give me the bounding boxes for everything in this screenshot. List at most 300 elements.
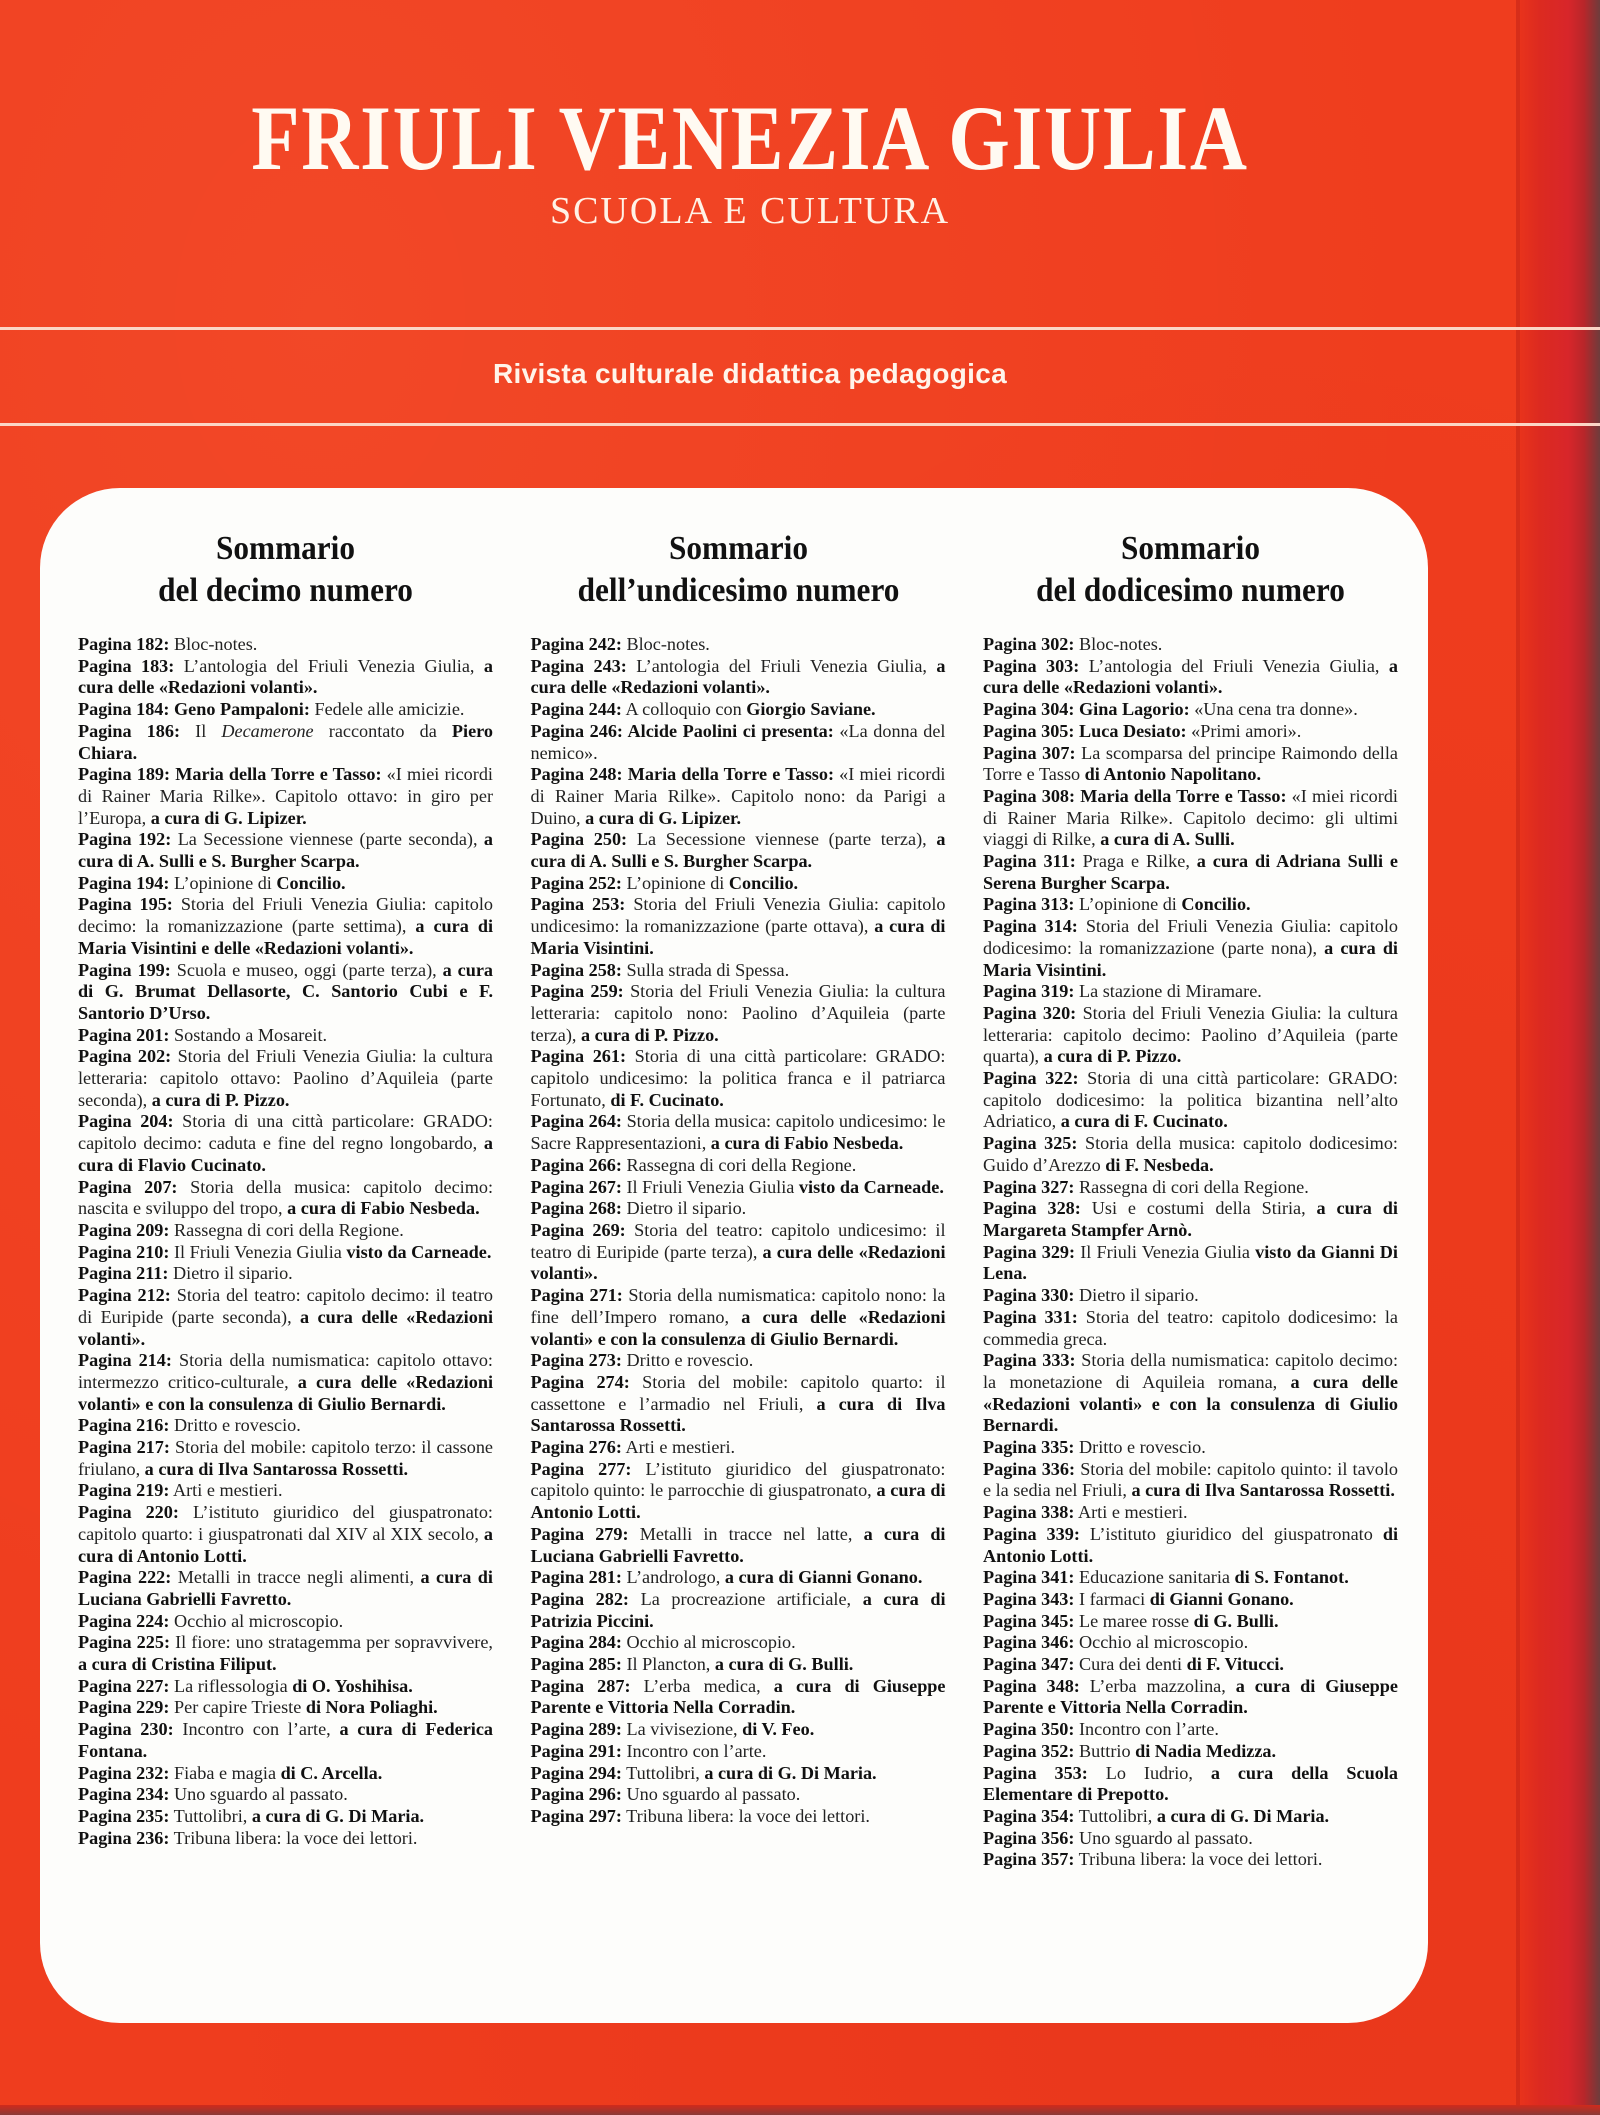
contents-entry [983, 851, 1398, 894]
entry-title-text: Storia della musica: capitolo undicesimo: le Sacre Rappresentazioni, [530, 1111, 946, 1154]
contents-entry [531, 1177, 946, 1199]
entry-author: a cura di Federica Fontana. [78, 1719, 493, 1761]
entry-title-text: Occhio al microscopio. [621, 1632, 796, 1653]
contents-entry [531, 1285, 946, 1350]
entry-title-text: Incontro con l’arte. [621, 1740, 767, 1761]
entry-author: Concilio. [1181, 894, 1251, 915]
entry-author: Maria della Torre e Tasso: [170, 764, 382, 785]
entry-author: di F. Nesbeda. [1105, 1154, 1214, 1175]
column-heading-line2: dell’undicesimo numero [577, 572, 899, 609]
contents-entry [78, 829, 493, 872]
page-number: Pagina 285: [530, 1654, 622, 1675]
contents-entry [983, 699, 1398, 721]
entry-title-text: Lo Iudrio, [1087, 1762, 1211, 1783]
entry-title-text: «I miei ricordi di Rainer Maria Rilke». Capitolo ottavo: in giro per l’Europa, [78, 764, 493, 828]
contents-entry [983, 1003, 1398, 1068]
page-number: Pagina 234: [78, 1784, 170, 1805]
contents-entry [531, 721, 946, 764]
entry-author: Geno Pampaloni: [169, 699, 310, 720]
page-number: Pagina 194: [78, 872, 170, 893]
column-heading-line2: del decimo numero [158, 572, 413, 609]
entry-title-text: «Una cena tra donne». [1189, 699, 1358, 720]
entry-author: a cura delle «Redazioni volanti» e con la consulenza di Giulio Bernardi. [78, 1371, 493, 1414]
page-number: Pagina 232: [78, 1762, 170, 1783]
entry-author: a cura di Fabio Nesbeda. [710, 1133, 904, 1154]
masthead-title: FRIULI VENEZIA GIULIA [251, 87, 1249, 189]
entry-title-text: Il Plancton, [621, 1654, 715, 1675]
entry-author: a cura di G. Di Maria. [251, 1805, 425, 1826]
page-number: Pagina 357: [983, 1849, 1075, 1870]
entry-title-text: Storia del Friuli Venezia Giulia: capitolo undicesimo: la romanizzazione (parte ottava), [530, 894, 946, 937]
contents-entry [983, 1589, 1398, 1611]
page-number: Pagina 211: [78, 1263, 169, 1284]
page-number: Pagina 354: [983, 1805, 1075, 1826]
entry-title-text: Praga e Rilke, [1075, 851, 1197, 872]
page-number: Pagina 297: [530, 1805, 622, 1826]
column-heading-line2: del dodicesimo numero [1036, 572, 1345, 609]
entry-author: Maria della Torre e Tasso: [1075, 785, 1287, 806]
contents-entry [983, 1459, 1398, 1502]
entry-title-text: Il Friuli Venezia Giulia [1075, 1241, 1256, 1262]
contents-entry [983, 1307, 1398, 1350]
entry-title-text: Storia del Friuli Venezia Giulia: la cultura letteraria: capitolo nono: Paolino d’Aquileia (parte terza), [530, 981, 946, 1045]
entry-author: a cura di Fabio Nesbeda. [287, 1198, 480, 1219]
entry-title-text: Fedele alle amicizie. [309, 699, 465, 720]
entry-author: di F. Vitucci. [1186, 1654, 1284, 1675]
contents-entry [531, 1198, 946, 1220]
contents-entry [531, 1155, 946, 1177]
contents-entry [78, 1285, 493, 1350]
entry-title-text: Tribuna libera: la voce dei lettori. [621, 1805, 870, 1826]
divider-rule-bottom [0, 423, 1600, 426]
page-number: Pagina 289: [530, 1719, 622, 1740]
contents-entry [78, 960, 493, 1025]
entry-title-text: Il [180, 720, 222, 741]
page-number: Pagina 273: [530, 1350, 622, 1371]
contents-entry [78, 1111, 493, 1176]
page-number: Pagina 320: [983, 1002, 1077, 1023]
page-number: Pagina 225: [78, 1632, 170, 1653]
entry-title-text: L’istituto giuridico del giuspatronato: capitolo quarto: i giuspatronati dal XIV al XIX secolo, [78, 1502, 493, 1544]
page-number: Pagina 338: [983, 1502, 1075, 1523]
entry-author: a cura di F. Cucinato. [1060, 1111, 1228, 1132]
entry-title-text: Tuttolibri, [621, 1762, 705, 1783]
page-number: Pagina 243: [530, 655, 627, 676]
contents-entry [983, 1285, 1398, 1307]
contents-entry [531, 1763, 946, 1785]
contents-entry [531, 1567, 946, 1589]
entry-title-text: Arti e mestieri. [169, 1480, 283, 1501]
page-number: Pagina 329: [983, 1241, 1076, 1262]
entry-title-text: Occhio al microscopio. [1074, 1632, 1249, 1653]
entry-title-text: Storia della numismatica: capitolo decimo: la monetazione di Aquileia romana, [983, 1350, 1398, 1392]
page-number: Pagina 189: [78, 764, 171, 785]
entry-title-text: Rassegna di cori della Regione. [169, 1219, 404, 1240]
contents-entry [78, 1480, 493, 1502]
contents-entry [531, 699, 946, 721]
entry-author: a cura di G. Brumat Dellasorte, C. Santorio Cubi e F. Santorio D’Urso. [78, 959, 493, 1023]
entry-title-text: Bloc-notes. [169, 634, 258, 654]
entry-title-text: Storia del Friuli Venezia Giulia: capitolo dodicesimo: la romanizzazione (parte nona), [983, 916, 1398, 958]
page-number: Pagina 216: [78, 1415, 170, 1436]
contents-entry [983, 916, 1398, 981]
contents-entry [531, 873, 946, 895]
contents-entry [78, 1828, 493, 1850]
contents-entry [78, 1046, 493, 1111]
page-number: Pagina 333: [983, 1350, 1076, 1371]
entry-author: di O. Yoshihisa. [292, 1675, 413, 1696]
contents-entry [531, 1111, 946, 1154]
entry-title-text: L’opinione di [1074, 894, 1182, 915]
entry-author: a cura di Gianni Gonano. [724, 1567, 923, 1588]
entry-title-text: Le maree rosse [1074, 1610, 1194, 1631]
entry-author: di Antonio Napolitano. [1084, 764, 1262, 785]
entry-title-text: La vivisezione, [621, 1719, 743, 1740]
entry-title-text: Metalli in tracce negli alimenti, [171, 1567, 421, 1588]
page-number: Pagina 341: [983, 1567, 1075, 1588]
contents-entry [531, 1046, 946, 1111]
entry-title-text: L’erba mazzolina, [1079, 1675, 1236, 1696]
contents-entry [78, 1697, 493, 1719]
page-number: Pagina 235: [78, 1805, 170, 1826]
entry-title-text: Il Friuli Venezia Giulia [169, 1241, 347, 1262]
page-number: Pagina 281: [530, 1567, 622, 1588]
page-number: Pagina 253: [530, 894, 626, 915]
entry-author: a cura di Margareta Stampfer Arnò. [983, 1198, 1398, 1240]
contents-entry [983, 1567, 1398, 1589]
contents-entry [78, 1415, 493, 1437]
entry-title-text: Storia di una città particolare: GRADO: capitolo undicesimo: la politica franca e il patriarca Fortunato, [530, 1046, 946, 1110]
page-number: Pagina 227: [78, 1675, 170, 1696]
entry-title-text: L’erba medica, [630, 1675, 774, 1696]
contents-entry [983, 894, 1398, 916]
divider-rule-top [0, 327, 1600, 330]
page-number: Pagina 294: [530, 1762, 622, 1783]
contents-entry [531, 981, 946, 1046]
page-number: Pagina 222: [78, 1567, 172, 1588]
contents-entry [78, 1263, 493, 1285]
entry-title-text: Dritto e rovescio. [1074, 1437, 1206, 1458]
page-number: Pagina 212: [78, 1285, 171, 1306]
entry-title-text: Storia del Friuli Venezia Giulia: la cultura letteraria: capitolo decimo: Paolino d’Aquileia (parte quarta), [983, 1002, 1398, 1067]
contents-entry [531, 1220, 946, 1285]
page-number: Pagina 252: [530, 872, 622, 893]
contents-entry [531, 634, 946, 656]
entry-author: a cura della Scuola Elementare di Prepotto. [983, 1762, 1398, 1805]
page-number: Pagina 303: [983, 655, 1080, 676]
entry-title-text: Il Friuli Venezia Giulia [621, 1176, 799, 1197]
entry-title-text: Storia del mobile: capitolo quarto: il cassettone e l’armadio nel Friuli, [530, 1371, 946, 1414]
entry-title-text: La Secessione viennese (parte seconda), [171, 829, 484, 850]
contents-entry [78, 1025, 493, 1047]
entry-author: a cura di Maria Visintini. [530, 916, 946, 958]
page-number: Pagina 229: [78, 1697, 170, 1718]
page-number: Pagina 264: [530, 1111, 622, 1132]
page-number: Pagina 274: [530, 1371, 630, 1392]
page-number: Pagina 244: [530, 699, 622, 720]
page-number: Pagina 279: [530, 1523, 629, 1544]
page-number: Pagina 182: [78, 634, 170, 654]
contents-entry [531, 1589, 946, 1632]
entry-author: a cura di Giuseppe Parente e Vittoria Nella Corradin. [983, 1675, 1398, 1718]
page-number: Pagina 250: [530, 829, 628, 850]
entry-author: a cura di P. Pizzo. [151, 1089, 290, 1110]
contents-entry [78, 721, 493, 764]
entry-title-text: L’antologia del Friuli Venezia Giulia, [174, 655, 484, 676]
column-heading [1000, 528, 1382, 612]
contents-entry [78, 1632, 493, 1675]
page-number: Pagina 322: [983, 1068, 1079, 1089]
entry-title-text: «I miei ricordi di Rainer Maria Rilke». Capitolo nono: da Parigi a Duino, [530, 764, 946, 828]
entry-title-text: Storia del teatro: capitolo undicesimo: il teatro di Euripide (parte terza), [530, 1219, 946, 1262]
page-number: Pagina 224: [78, 1610, 170, 1631]
contents-entry [531, 1654, 946, 1676]
entry-title-text: Rassegna di cori della Regione. [621, 1154, 857, 1175]
entry-author: di C. Arcella. [280, 1762, 383, 1783]
contents-entry [983, 721, 1398, 743]
entry-author: a cura di Ilva Santarossa Rossetti. [1131, 1480, 1395, 1501]
page-number: Pagina 352: [983, 1740, 1075, 1761]
entry-list [78, 634, 493, 1849]
masthead-subtitle: SCUOLA E CULTURA [549, 190, 951, 232]
entry-author: a cura di G. Bulli. [714, 1654, 854, 1675]
page-number: Pagina 346: [983, 1632, 1075, 1653]
entry-title-text: Storia della musica: capitolo dodicesimo: Guido d’Arezzo [983, 1133, 1398, 1175]
entry-title-text: Storia del mobile: capitolo quinto: il tavolo e la sedia nel Friuli, [983, 1458, 1398, 1501]
page-number: Pagina 261: [530, 1046, 627, 1067]
column-heading-line1: Sommario [1120, 530, 1261, 567]
entry-author: Luca Desiato: [1074, 720, 1187, 741]
page-number: Pagina 311: [983, 851, 1076, 872]
entry-title-text: La riflessologia [169, 1675, 293, 1696]
entry-author: a cura di Patrizia Piccini. [530, 1588, 946, 1631]
entry-title-text: L’antologia del Friuli Venezia Giulia, [1079, 655, 1389, 676]
contents-entry [531, 1806, 946, 1828]
contents-entry [983, 1068, 1398, 1133]
contents-entry [983, 1198, 1398, 1241]
entry-author: di Nora Poliaghi. [305, 1697, 438, 1718]
contents-entry [531, 1676, 946, 1719]
entry-author: di F. Cucinato. [610, 1089, 724, 1110]
contents-entry [78, 1177, 493, 1220]
page-number: Pagina 277: [530, 1458, 632, 1479]
entry-title-text: Storia della numismatica: capitolo ottavo: intermezzo critico-culturale, [78, 1350, 493, 1392]
contents-columns [78, 528, 1398, 1871]
entry-title-text: I farmaci [1074, 1588, 1150, 1609]
entry-title-text: L’istituto giuridico del giuspatronato [1079, 1523, 1383, 1544]
contents-entry [531, 1350, 946, 1372]
entry-title-text: La procreazione artificiale, [629, 1588, 863, 1609]
entry-title-text: Incontro con l’arte, [173, 1719, 340, 1740]
entry-author: a cura di A. Sulli. [1100, 829, 1235, 850]
page-number: Pagina 195: [78, 894, 173, 915]
page-number: Pagina 242: [530, 634, 622, 654]
entry-list [983, 634, 1398, 1871]
page-number: Pagina 271: [530, 1285, 623, 1306]
contents-entry [531, 829, 946, 872]
contents-entry [983, 1741, 1398, 1763]
page-number: Pagina 302: [983, 634, 1075, 654]
contents-entry [983, 1437, 1398, 1459]
contents-entry [983, 786, 1398, 851]
contents-entry [531, 656, 946, 699]
page-number: Pagina 267: [530, 1176, 622, 1197]
entry-author: di V. Feo. [742, 1719, 815, 1740]
entry-author: a cura di Cristina Filiput. [78, 1654, 277, 1675]
page-number: Pagina 353: [983, 1762, 1088, 1783]
page-number: Pagina 284: [530, 1632, 622, 1653]
contents-column-issue-12 [983, 528, 1398, 1871]
entry-title-text: Tribuna libera: la voce dei lettori. [169, 1827, 418, 1848]
page-number: Pagina 336: [983, 1458, 1076, 1479]
contents-entry [983, 1806, 1398, 1828]
page-number: Pagina 214: [78, 1350, 172, 1371]
entry-author: di Antonio Lotti. [983, 1523, 1398, 1566]
page-number: Pagina 266: [530, 1154, 622, 1175]
page-number: Pagina 230: [78, 1719, 174, 1740]
page-number: Pagina 328: [983, 1198, 1081, 1219]
page-number: Pagina 356: [983, 1827, 1075, 1848]
contents-entry [983, 1611, 1398, 1633]
page-number: Pagina 199: [78, 959, 171, 980]
entry-title-text: A colloquio con [621, 699, 747, 720]
entry-title-text: L’antologia del Friuli Venezia Giulia, [626, 655, 937, 676]
page-number: Pagina 327: [983, 1176, 1075, 1197]
entry-author: Piero Chiara. [78, 720, 493, 763]
entry-title-text: Uno sguardo al passato. [1074, 1827, 1253, 1848]
entry-title-text: L’andrologo, [621, 1567, 725, 1588]
entry-title-text: Storia della musica: capitolo decimo: nascita e sviluppo del tropo, [78, 1176, 493, 1219]
page-number: Pagina 330: [983, 1285, 1075, 1306]
entry-title-text: Bloc-notes. [1074, 634, 1163, 654]
book-spine [1520, 0, 1600, 2115]
entry-author: Gina Lagorio: [1074, 699, 1190, 720]
contents-entry [78, 1502, 493, 1567]
entry-title-text: Sostando a Mosareit. [169, 1024, 328, 1045]
contents-entry [531, 1632, 946, 1654]
contents-entry [983, 1719, 1398, 1741]
entry-author: a cura delle «Redazioni volanti» e con la consulenza di Giulio Bernardi. [530, 1306, 946, 1349]
page-number: Pagina 202: [78, 1046, 172, 1067]
page-number: Pagina 345: [983, 1610, 1075, 1631]
entry-author: a cura di Luciana Gabrielli Favretto. [78, 1567, 493, 1609]
page-number: Pagina 236: [78, 1827, 170, 1848]
contents-entry [983, 1524, 1398, 1567]
entry-author: a cura di A. Sulli e S. Burgher Scarpa. [78, 829, 493, 872]
contents-entry [78, 1242, 493, 1264]
entry-title-text: Sulla strada di Spessa. [621, 959, 790, 980]
entry-title-text: Dietro il sipario. [168, 1263, 293, 1284]
entry-title-text: Bloc-notes. [621, 634, 710, 654]
contents-entry [531, 894, 946, 959]
contents-entry [78, 1567, 493, 1610]
contents-entry [78, 1611, 493, 1633]
entry-title-text: Dritto e rovescio. [169, 1415, 301, 1436]
tagline: Rivista culturale didattica pedagogica [493, 358, 1007, 389]
contents-entry [983, 1242, 1398, 1285]
entry-title-text: La Secessione viennese (parte terza), [627, 829, 937, 850]
entry-title-text: Storia di una città particolare: GRADO: capitolo dodicesimo: la politica bizantina nell’alto Adriatico, [983, 1068, 1398, 1132]
page-number: Pagina 269: [530, 1219, 626, 1240]
entry-title-text: Usi e costumi della Stiria, [1080, 1198, 1317, 1219]
entry-title-text: «I miei ricordi di Rainer Maria Rilke». Capitolo decimo: gli ultimi viaggi di Rilke, [983, 785, 1398, 850]
page-number: Pagina 347: [983, 1654, 1075, 1675]
page-number: Pagina 184: [78, 699, 170, 720]
entry-author: di S. Fontanot. [1234, 1567, 1349, 1588]
entry-title-text: «Primi amori». [1186, 720, 1302, 741]
contents-entry [78, 1784, 493, 1806]
entry-author: a cura di A. Sulli e S. Burgher Scarpa. [530, 829, 946, 872]
entry-author: a cura di Adriana Sulli e Serena Burgher Scarpa. [983, 851, 1398, 893]
contents-entry [78, 634, 493, 656]
page-number: Pagina 325: [983, 1133, 1078, 1154]
entry-title-text: Il fiore: uno stratagemma per sopravvivere, [170, 1632, 493, 1653]
entry-title-text: Storia della numismatica: capitolo nono: la fine dell’Impero romano, [530, 1285, 946, 1327]
entry-list [531, 634, 946, 1828]
entry-author: Giorgio Saviane. [746, 699, 876, 720]
contents-entry [983, 1632, 1398, 1654]
entry-author: Concilio. [728, 872, 799, 893]
entry-author: a cura di G. Di Maria. [1156, 1805, 1330, 1826]
entry-title-text: L’opinione di [621, 872, 729, 893]
page-number: Pagina 204: [78, 1111, 174, 1132]
contents-entry [531, 1719, 946, 1741]
contents-entry [531, 764, 946, 829]
entry-title-text: Uno sguardo al passato. [169, 1784, 348, 1805]
contents-column-issue-10 [78, 528, 493, 1871]
page-number: Pagina 304: [983, 699, 1075, 720]
contents-entry [531, 1372, 946, 1437]
page-number: Pagina 319: [983, 981, 1075, 1002]
entry-author: a cura delle «Redazioni volanti». [78, 655, 493, 698]
entry-author: a cura di Maria Visintini. [983, 937, 1398, 980]
page-number: Pagina 335: [983, 1437, 1075, 1458]
page-number: Pagina 276: [530, 1437, 622, 1458]
contents-entry [531, 1741, 946, 1763]
page-number: Pagina 248: [530, 764, 623, 785]
entry-title-text: Tuttolibri, [169, 1805, 252, 1826]
entry-title-text: Tuttolibri, [1074, 1805, 1157, 1826]
contents-entry [78, 894, 493, 959]
page-number: Pagina 201: [78, 1024, 170, 1045]
entry-author: visto da Carneade. [346, 1241, 492, 1262]
entry-author: visto da Carneade. [798, 1176, 944, 1197]
column-heading [547, 528, 929, 612]
entry-title-text: Uno sguardo al passato. [621, 1784, 801, 1805]
contents-entry [983, 1350, 1398, 1437]
page-number: Pagina 207: [78, 1176, 178, 1197]
entry-author: a cura di Antonio Lotti. [78, 1523, 493, 1566]
entry-author: di Gianni Gonano. [1149, 1588, 1294, 1609]
entry-author: a cura di Antonio Lotti. [530, 1480, 946, 1523]
page-number: Pagina 259: [530, 981, 624, 1002]
page-number: Pagina 268: [530, 1198, 622, 1219]
page-number: Pagina 308: [983, 785, 1076, 806]
entry-author: Maria della Torre e Tasso: [622, 764, 835, 785]
entry-author: a cura di G. Di Maria. [704, 1762, 877, 1783]
entry-title-text: Dietro il sipario. [1074, 1285, 1199, 1306]
contents-entry [78, 1437, 493, 1480]
entry-title-text: Occhio al microscopio. [169, 1610, 344, 1631]
page-number: Pagina 291: [530, 1740, 622, 1761]
entry-title-text: raccontato da [313, 720, 452, 741]
page-number: Pagina 343: [983, 1588, 1075, 1609]
contents-entry [531, 1437, 946, 1459]
page-number: Pagina 314: [983, 916, 1078, 937]
contents-entry [983, 1654, 1398, 1676]
entry-author: a cura di Flavio Cucinato. [78, 1133, 493, 1175]
entry-title-text: Rassegna di cori della Regione. [1074, 1176, 1309, 1197]
